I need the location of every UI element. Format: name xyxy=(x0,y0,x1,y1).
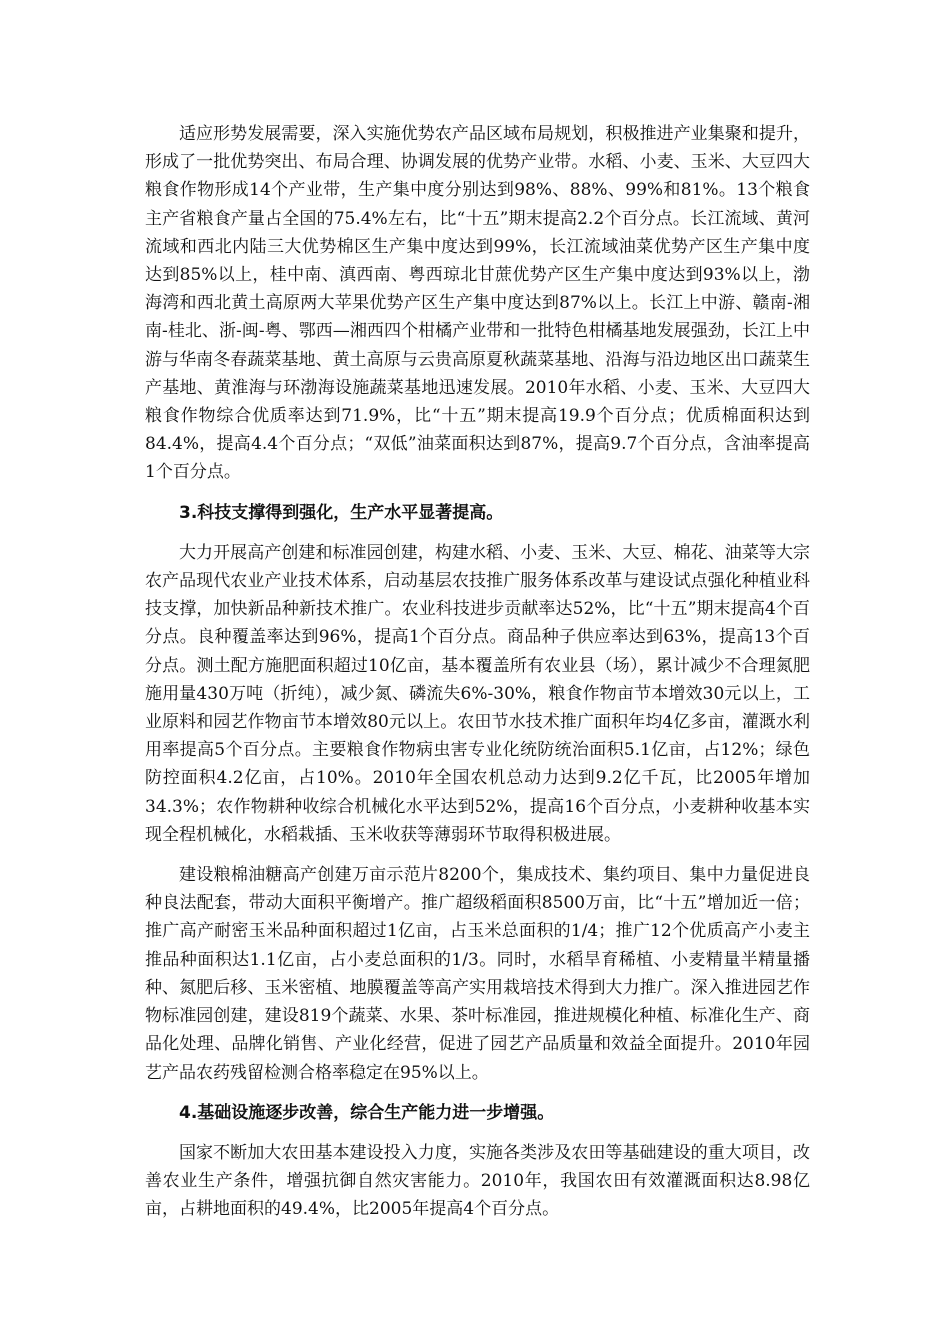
paragraph-regional-layout: 适应形势发展需要，深入实施优势农产品区域布局规划，积极推进产业集聚和提升，形成了一批优势突出、布局合理、协调发展的优势产业带。水稻、小麦、玉米、大豆四大粮食作物形成14个产业带，生产集中度分别达到98%、88%、99%和81%。13个粮食主产省粮食产量占全国的75.4%左右，比“十五”期末提高2.2个百分点。长江流域、黄河流域和西北内陆三大优势棉区生产集中度达到99%，长江流域油菜优势产区生产集中度达到85%以上，桂中南、滇西南、粤西琼北甘蔗优势产区生产集中度达到93%以上，渤海湾和西北黄土高原两大苹果优势产区生产集中度达到87%以上。长江上中游、赣南-湘南-桂北、浙-闽-粤、鄂西—湘西四个柑橘产业带和一批特色柑橘基地发展强劲，长江上中游与华南冬春蔬菜基地、黄土高原与云贵高原夏秋蔬菜基地、沿海与沿边地区出口蔬菜生产基地、黄淮海与环渤海设施蔬菜基地迅速发展。2010年水稻、小麦、玉米、大豆四大粮食作物综合优质率达到71.9%，比“十五”期末提高19.9个百分点；优质棉面积达到84.4%，提高4.4个百分点；“双低”油菜面积达到87%，提高9.7个百分点，含油率提高1个百分点。 xyxy=(145,124,810,483)
paragraph-tech-support: 大力开展高产创建和标准园创建，构建水稻、小麦、玉米、大豆、棉花、油菜等大宗农产品现代农业产业技术体系，启动基层农技推广服务体系改革与建设试点强化种植业科技支撑，加快新品种新技术推广。农业科技进步贡献率达52%，比“十五”期末提高4个百分点。良种覆盖率达到96%，提高1个百分点。商品种子供应率达到63%，提高13个百分点。测土配方施肥面积超过10亿亩，基本覆盖所有农业县（场），累计减少不合理氮肥施用量430万吨（折纯），减少氮、磷流失6%-30%，粮食作物亩节本增效30元以上，工业原料和园艺作物亩节本增效80元以上。农田节水技术推广面积年均4亿多亩，灌溉水利用率提高5个百分点。主要粮食作物病虫害专业化统防统治面积5.1亿亩，占12%；绿色防控面积4.2亿亩，占10%。2010年全国农机总动力达到9.2亿千瓦，比2005年增加34.3%；农作物耕种收综合机械化水平达到52%，提高16个百分点，小麦耕种收基本实现全程机械化，水稻栽插、玉米收获等薄弱环节取得积极进展。 xyxy=(145,542,810,845)
section-heading-3: 3.科技支撑得到强化，生产水平显著提高。 xyxy=(179,502,504,523)
paragraph-infrastructure: 国家不断加大农田基本建设投入力度，实施各类涉及农田等基础建设的重大项目，改善农业生产条件，增强抗御自然灾害能力。2010年，我国农田有效灌溉面积达8.98亿亩，占耕地面积的49.4%，比2005年提高4个百分点。 xyxy=(145,1142,810,1220)
paragraph-high-yield: 建设粮棉油糖高产创建万亩示范片8200个，集成技术、集约项目、集中力量促进良种良法配套，带动大面积平衡增产。推广超级稻面积8500万亩，比“十五”增加近一倍；推广高产耐密玉米品种面积超过1亿亩，占玉米总面积的1/4；推广12个优质高产小麦主推品种面积达1.1亿亩，占小麦总面积的1/3。同时，水稻旱育稀植、小麦精量半精量播种、氮肥后移、玉米密植、地膜覆盖等高产实用栽培技术得到大力推广。深入推进园艺作物标准园创建，建设819个蔬菜、水果、茶叶标准园，推进规模化种植、标准化生产、商品化处理、品牌化销售、产业化经营，促进了园艺产品质量和效益全面提升。2010年园艺产品农药残留检测合格率稳定在95%以上。 xyxy=(145,865,810,1083)
document-page xyxy=(145,120,810,1236)
section-heading-4: 4.基础设施逐步改善，综合生产能力进一步增强。 xyxy=(179,1102,555,1123)
